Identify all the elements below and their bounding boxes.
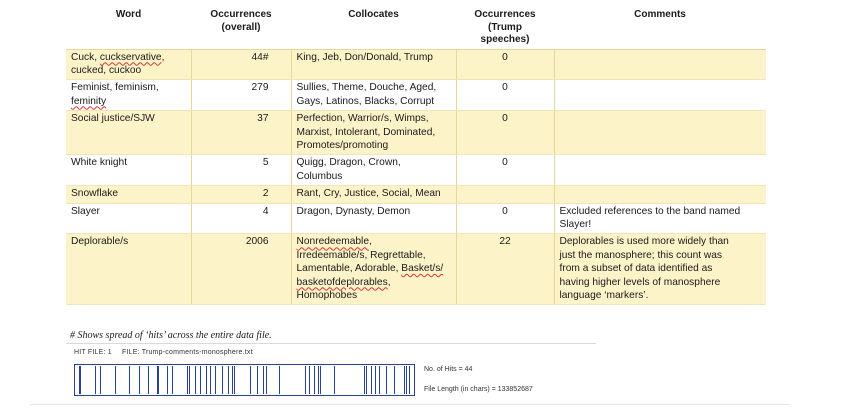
cell-overall: 279 [191, 80, 291, 111]
hit-marker [250, 366, 251, 394]
table-header-row [66, 6, 766, 49]
hit-marker [334, 366, 335, 394]
cell-comments [554, 80, 766, 111]
hit-marker [234, 366, 235, 394]
hit-marker [189, 366, 190, 394]
cell-trump: 0 [456, 155, 554, 186]
hit-marker [195, 366, 196, 394]
table-row [66, 111, 766, 155]
hit-marker [257, 366, 258, 394]
cell-word: Social justice/SJW [66, 111, 191, 155]
hit-marker [232, 366, 233, 394]
hit-file-header [74, 349, 261, 356]
table-row [66, 203, 766, 234]
hit-marker [206, 366, 207, 394]
hit-marker [95, 366, 96, 394]
cell-collocates: Perfection, Warrior/s, Wimps, Marxist, Intolerant, Dominated, Promotes/promoting [291, 111, 456, 155]
cell-trump: 22 [456, 234, 554, 305]
bottom-divider [30, 404, 790, 405]
table-row [66, 234, 766, 305]
cell-trump: 0 [456, 80, 554, 111]
cell-word: Deplorable/s [66, 234, 191, 305]
hit-marker [200, 366, 201, 394]
cell-overall: 4 [191, 203, 291, 234]
hit-marker [409, 366, 410, 394]
cell-collocates: Nonredeemable, Irredeemable/s, Regrettable, Lamentable, Adorable, Basket/s/ basketofdeplorables, Homophobes [291, 234, 456, 305]
cell-trump [456, 186, 554, 203]
hit-marker [167, 366, 168, 394]
hit-marker [139, 366, 140, 394]
cell-collocates: Sullies, Theme, Douche, Aged, Gays, Latinos, Blacks, Corrupt [291, 80, 456, 111]
cell-trump: 0 [456, 111, 554, 155]
hit-marker [314, 366, 315, 394]
file-name-label: FILE: Trump-comments-monosphere.txt [122, 349, 253, 356]
footnote: # Shows spread of ‘hits’ across the entire data file. [70, 330, 272, 341]
hit-marker [320, 366, 321, 394]
hit-marker [100, 366, 101, 394]
table-row [66, 186, 766, 203]
cell-trump: 0 [456, 49, 554, 80]
header-collocates: Collocates [348, 9, 399, 20]
hit-marker [318, 366, 319, 394]
hit-marker [222, 366, 223, 394]
hit-marker [305, 366, 306, 394]
hit-marker [386, 366, 387, 394]
hit-marker [379, 366, 380, 394]
header-occurrences-overall: Occurrences (overall) [210, 9, 272, 33]
hit-marker [148, 366, 149, 394]
hit-marker [129, 366, 130, 394]
file-length-label: File Length (in chars) = 133852687 [424, 386, 533, 393]
hit-marker [371, 366, 372, 394]
cell-overall: 2 [191, 186, 291, 203]
cell-word: Cuck, cuckservative, cucked, cuckoo [66, 49, 191, 80]
hit-marker [115, 366, 116, 394]
hit-marker [366, 366, 367, 394]
hit-marker [80, 366, 81, 394]
cell-collocates: Rant, Cry, Justice, Social, Mean [291, 186, 456, 203]
header-word: Word [115, 9, 142, 20]
cell-overall: 44# [191, 49, 291, 80]
table-row [66, 49, 766, 80]
hit-marker [394, 366, 395, 394]
cell-overall: 2006 [191, 234, 291, 305]
hit-marker [406, 366, 407, 394]
hit-marker [404, 366, 405, 394]
cell-collocates: King, Jeb, Don/Donald, Trump [291, 49, 456, 80]
cell-word: Snowflake [66, 186, 191, 203]
hit-marker [309, 366, 310, 394]
hit-marker [187, 366, 188, 394]
divider [66, 343, 596, 344]
hit-file-label: HIT FILE: 1 [74, 349, 112, 356]
cell-comments [554, 186, 766, 203]
hit-marker [266, 366, 267, 394]
header-occurrences-trump: Occurrences (Trump speeches) [474, 9, 536, 45]
hit-marker [375, 366, 376, 394]
cell-overall: 37 [191, 111, 291, 155]
cell-collocates: Dragon, Dynasty, Demon [291, 203, 456, 234]
cell-collocates: Quigg, Dragon, Crown, Columbus [291, 155, 456, 186]
hit-marker [215, 366, 216, 394]
cell-word: Slayer [66, 203, 191, 234]
cell-comments [554, 111, 766, 155]
hits-count-label: No. of Hits = 44 [424, 366, 473, 373]
hit-marker [228, 366, 229, 394]
hit-marker [210, 366, 211, 394]
hit-marker [364, 366, 365, 394]
cell-comments [554, 155, 766, 186]
cell-comments: Excluded references to the band named Slayer! [554, 203, 766, 234]
cell-word: White knight [66, 155, 191, 186]
cell-comments [554, 49, 766, 80]
header-comments: Comments [634, 9, 686, 20]
hit-marker [263, 366, 264, 394]
hit-marker [172, 366, 173, 394]
table-row [66, 155, 766, 186]
hit-marker [279, 366, 280, 394]
hit-dispersion-plot [74, 364, 415, 396]
cell-word: Feminist, feminism, feminity [66, 80, 191, 111]
cell-trump: 0 [456, 203, 554, 234]
cell-comments: Deplorables is used more widely than just the manosphere; this count was from a subset of data identified as having higher levels of manosphere language ‘markers’. [554, 234, 766, 305]
hit-marker [158, 366, 159, 394]
data-table [66, 6, 766, 305]
cell-overall: 5 [191, 155, 291, 186]
table-row [66, 80, 766, 111]
